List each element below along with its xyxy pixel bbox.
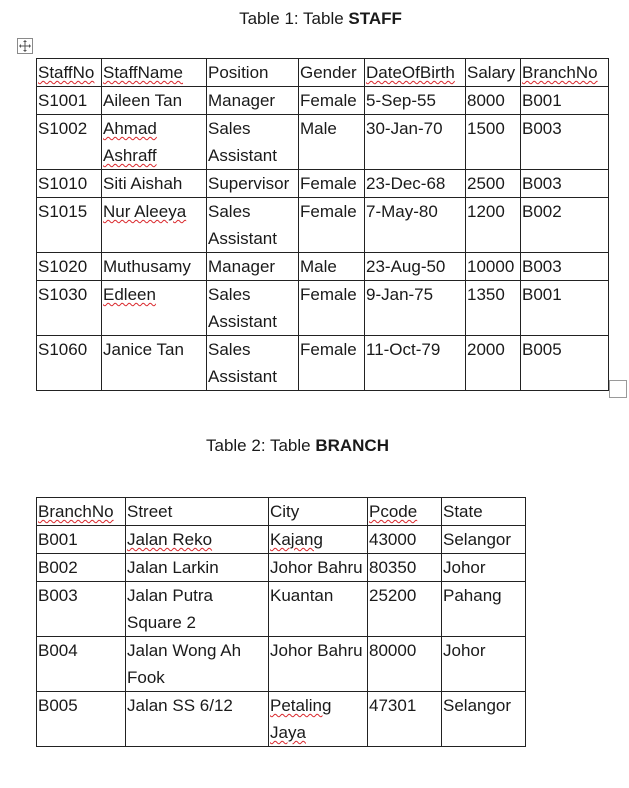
table-cell: 2000 bbox=[466, 336, 521, 391]
table-cell: B003 bbox=[521, 253, 609, 281]
table-header-cell: State bbox=[442, 498, 526, 526]
table-row bbox=[37, 336, 609, 391]
table-header-cell: Pcode bbox=[368, 498, 442, 526]
table-row bbox=[37, 170, 609, 198]
table-cell: Sales Assistant bbox=[207, 115, 299, 170]
table-cell: 11-Oct-79 bbox=[365, 336, 466, 391]
table-cell: B001 bbox=[521, 281, 609, 336]
table-header-cell: BranchNo bbox=[521, 59, 609, 87]
table-cell: Muthusamy bbox=[102, 253, 207, 281]
table-cell: Selangor bbox=[442, 692, 526, 747]
move-arrows-icon[interactable] bbox=[17, 38, 33, 54]
table-cell: Female bbox=[299, 281, 365, 336]
table-cell: 7-May-80 bbox=[365, 198, 466, 253]
table-cell: Jalan Putra Square 2 bbox=[126, 582, 269, 637]
table-cell: Siti Aishah bbox=[102, 170, 207, 198]
table-cell: S1020 bbox=[37, 253, 102, 281]
table-cell: Manager bbox=[207, 87, 299, 115]
table-header-cell: Gender bbox=[299, 59, 365, 87]
table-cell: Janice Tan bbox=[102, 336, 207, 391]
table-cell: B003 bbox=[521, 170, 609, 198]
table-row bbox=[37, 253, 609, 281]
table-cell: Jalan Wong Ah Fook bbox=[126, 637, 269, 692]
table-header-cell: Position bbox=[207, 59, 299, 87]
table-cell: Male bbox=[299, 115, 365, 170]
table-cell: 9-Jan-75 bbox=[365, 281, 466, 336]
table-cell: Female bbox=[299, 198, 365, 253]
table-cell: S1010 bbox=[37, 170, 102, 198]
table-cell: 1350 bbox=[466, 281, 521, 336]
table-cell: 2500 bbox=[466, 170, 521, 198]
table-cell: 30-Jan-70 bbox=[365, 115, 466, 170]
table-header-row bbox=[37, 498, 526, 526]
table-cell: Sales Assistant bbox=[207, 198, 299, 253]
table-cell: Sales Assistant bbox=[207, 336, 299, 391]
table-cell: Selangor bbox=[442, 526, 526, 554]
table-cell: Female bbox=[299, 170, 365, 198]
table-cell: 25200 bbox=[368, 582, 442, 637]
table-cell: Johor bbox=[442, 637, 526, 692]
table-cell: S1015 bbox=[37, 198, 102, 253]
table-header-row bbox=[37, 59, 609, 87]
resize-handle-icon[interactable] bbox=[609, 380, 627, 398]
table-cell: 1200 bbox=[466, 198, 521, 253]
table-cell: S1030 bbox=[37, 281, 102, 336]
table-cell: B004 bbox=[37, 637, 126, 692]
table-cell: Jalan Larkin bbox=[126, 554, 269, 582]
table-cell: Edleen bbox=[102, 281, 207, 336]
table-cell: S1002 bbox=[37, 115, 102, 170]
table-cell: 5-Sep-55 bbox=[365, 87, 466, 115]
table-cell: Kuantan bbox=[269, 582, 368, 637]
table-cell: Supervisor bbox=[207, 170, 299, 198]
table-header-cell: City bbox=[269, 498, 368, 526]
table-row bbox=[37, 637, 526, 692]
table-cell: Johor Bahru bbox=[269, 637, 368, 692]
staff-table bbox=[36, 58, 609, 391]
table-cell: B003 bbox=[521, 115, 609, 170]
table-cell: B002 bbox=[521, 198, 609, 253]
table-cell: Kajang bbox=[269, 526, 368, 554]
table-cell: B001 bbox=[37, 526, 126, 554]
table-header-cell: BranchNo bbox=[37, 498, 126, 526]
table-cell: Manager bbox=[207, 253, 299, 281]
branch-table bbox=[36, 497, 526, 747]
table-cell: Female bbox=[299, 87, 365, 115]
table-row bbox=[37, 692, 526, 747]
table-cell: Petaling Jaya bbox=[269, 692, 368, 747]
table-cell: 1500 bbox=[466, 115, 521, 170]
table-cell: Female bbox=[299, 336, 365, 391]
table-cell: B003 bbox=[37, 582, 126, 637]
table-cell: 47301 bbox=[368, 692, 442, 747]
table-row bbox=[37, 582, 526, 637]
table-cell: 10000 bbox=[466, 253, 521, 281]
table-cell: Nur Aleeya bbox=[102, 198, 207, 253]
table-cell: S1001 bbox=[37, 87, 102, 115]
table-header-cell: DateOfBirth bbox=[365, 59, 466, 87]
table-header-cell: StaffName bbox=[102, 59, 207, 87]
table-cell: Johor bbox=[442, 554, 526, 582]
table-header-cell: StaffNo bbox=[37, 59, 102, 87]
table-header-cell: Street bbox=[126, 498, 269, 526]
table-cell: Jalan SS 6/12 bbox=[126, 692, 269, 747]
table-cell: B005 bbox=[37, 692, 126, 747]
table-row bbox=[37, 554, 526, 582]
table-cell: 80000 bbox=[368, 637, 442, 692]
table-cell: Sales Assistant bbox=[207, 281, 299, 336]
table-cell: 8000 bbox=[466, 87, 521, 115]
table-row bbox=[37, 281, 609, 336]
table-cell: Aileen Tan bbox=[102, 87, 207, 115]
table1-caption: Table 1: Table STAFF bbox=[239, 9, 402, 28]
table-cell: 80350 bbox=[368, 554, 442, 582]
table-cell: B002 bbox=[37, 554, 126, 582]
table-cell: 23-Dec-68 bbox=[365, 170, 466, 198]
table-header-cell: Salary bbox=[466, 59, 521, 87]
table-cell: 23-Aug-50 bbox=[365, 253, 466, 281]
table-cell: S1060 bbox=[37, 336, 102, 391]
table-cell: Ahmad Ashraff bbox=[102, 115, 207, 170]
table-cell: Jalan Reko bbox=[126, 526, 269, 554]
table-row bbox=[37, 115, 609, 170]
table2-caption: Table 2: Table BRANCH bbox=[206, 436, 389, 455]
table-cell: B001 bbox=[521, 87, 609, 115]
table-cell: B005 bbox=[521, 336, 609, 391]
table-cell: Johor Bahru bbox=[269, 554, 368, 582]
table-row bbox=[37, 526, 526, 554]
table-cell: 43000 bbox=[368, 526, 442, 554]
table-row bbox=[37, 198, 609, 253]
table-cell: Pahang bbox=[442, 582, 526, 637]
table-cell: Male bbox=[299, 253, 365, 281]
table-row bbox=[37, 87, 609, 115]
